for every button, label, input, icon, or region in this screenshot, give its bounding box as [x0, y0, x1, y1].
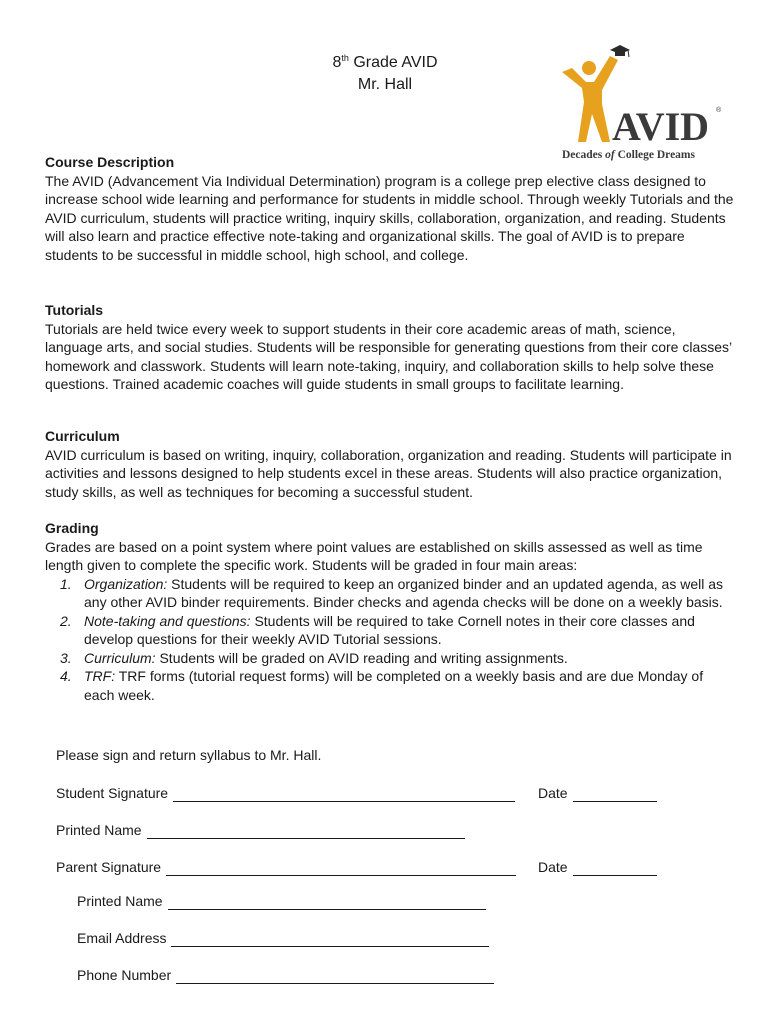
course-description-body: The AVID (Advancement Via Individual Determination) program is a college prep elective class designed to increase school wide learning and performance for students in middle school. Through weekly Tutorials and the AVID curriculum, students will practice writing, inquiry skills, collaboration, organization, and reading. Students will also learn and practice effective note-taking and organizational skills. The goal of AVID is to prepare students to be successful in middle school, high school, and college. [45, 172, 734, 263]
grading-intro: Grades are based on a point system where point values are established on skills assessed as well as time length given to complete the specific work. Students will be graded in four main areas: [45, 538, 703, 573]
phone-number-row [77, 966, 494, 984]
jumping-figure-icon [562, 56, 618, 142]
grade-course: Grade AVID [348, 54, 438, 71]
teacher-name: Mr. Hall [357, 76, 413, 93]
student-date-label: Date [538, 785, 568, 801]
grade-suffix: th [341, 53, 349, 63]
curriculum-heading: Curriculum [45, 428, 120, 444]
grading-list [45, 575, 735, 705]
grade-number: 8 [332, 54, 342, 71]
email-address-row [77, 929, 489, 947]
course-description-section [45, 153, 735, 264]
tutorials-body: Tutorials are held twice every week to support students in their core academic areas of math, science, language arts, and social studies. Students will be responsible for generating questions from their core classes’ homework and classwork. Students will learn note-taking, inquiry, and collaboration skills to help solve these questions. Trained academic coaches will guide students in small groups to facilitate learning. [45, 320, 732, 392]
student-signature-label: Student Signature [56, 785, 169, 801]
student-printed-name-label: Printed Name [56, 822, 142, 838]
student-date-field[interactable] [573, 787, 657, 802]
parent-signature-field[interactable] [166, 861, 516, 876]
phone-number-label: Phone Number [77, 967, 172, 983]
parent-printed-name-field[interactable] [168, 895, 486, 910]
parent-date-row [538, 858, 657, 876]
student-date-row [538, 784, 657, 802]
graduation-cap-icon [610, 45, 630, 57]
logo-tagline: Decades of College Dreams [562, 149, 695, 161]
grading-item: 1. Organization: Students will be required to keep an organized binder and an updated agenda, as well as any other AVID binder requirements. Binder checks and agenda checks will be done on a weekly basis. [60, 575, 724, 610]
parent-date-field[interactable] [573, 861, 657, 876]
curriculum-body: AVID curriculum is based on writing, inquiry, collaboration, organization and reading. Students will participate in activities and lessons designed to help students excel in these areas. Students will also practice organization, study skills, as well as techniques for becoming a successful student. [45, 446, 732, 500]
grading-heading: Grading [45, 520, 99, 536]
signature-instruction: Please sign and return syllabus to Mr. Hall. [56, 747, 322, 763]
curriculum-section [45, 427, 735, 501]
email-address-label: Email Address [77, 930, 167, 946]
grading-section [45, 519, 735, 704]
tutorials-heading: Tutorials [45, 302, 104, 318]
grade-title [300, 47, 470, 74]
parent-printed-name-label: Printed Name [77, 893, 163, 909]
grading-item: 3. Curriculum: Students will be graded on AVID reading and writing assignments. [60, 649, 568, 666]
parent-signature-label: Parent Signature [56, 859, 162, 875]
parent-printed-name-row [77, 892, 486, 910]
tutorials-section [45, 301, 735, 394]
parent-signature-row [56, 858, 516, 876]
phone-number-field[interactable] [176, 969, 494, 984]
grading-item: 2. Note-taking and questions: Students will be required to take Cornell notes in their core classes and develop questions for their weekly AVID Tutorial sessions. [60, 612, 695, 647]
parent-date-label: Date [538, 859, 568, 875]
email-address-field[interactable] [171, 932, 489, 947]
student-signature-row [56, 784, 515, 802]
student-printed-name-row [56, 821, 465, 839]
student-signature-field[interactable] [173, 787, 515, 802]
logo-wordmark: AVID [612, 104, 710, 149]
avid-logo [558, 42, 726, 164]
course-description-heading: Course Description [45, 154, 175, 170]
student-printed-name-field[interactable] [147, 824, 465, 839]
document-title [300, 47, 470, 96]
registered-mark: ® [716, 107, 722, 114]
grading-item: 4. TRF: TRF forms (tutorial request forms) will be completed on a weekly basis and are due Monday of each week. [60, 668, 704, 703]
